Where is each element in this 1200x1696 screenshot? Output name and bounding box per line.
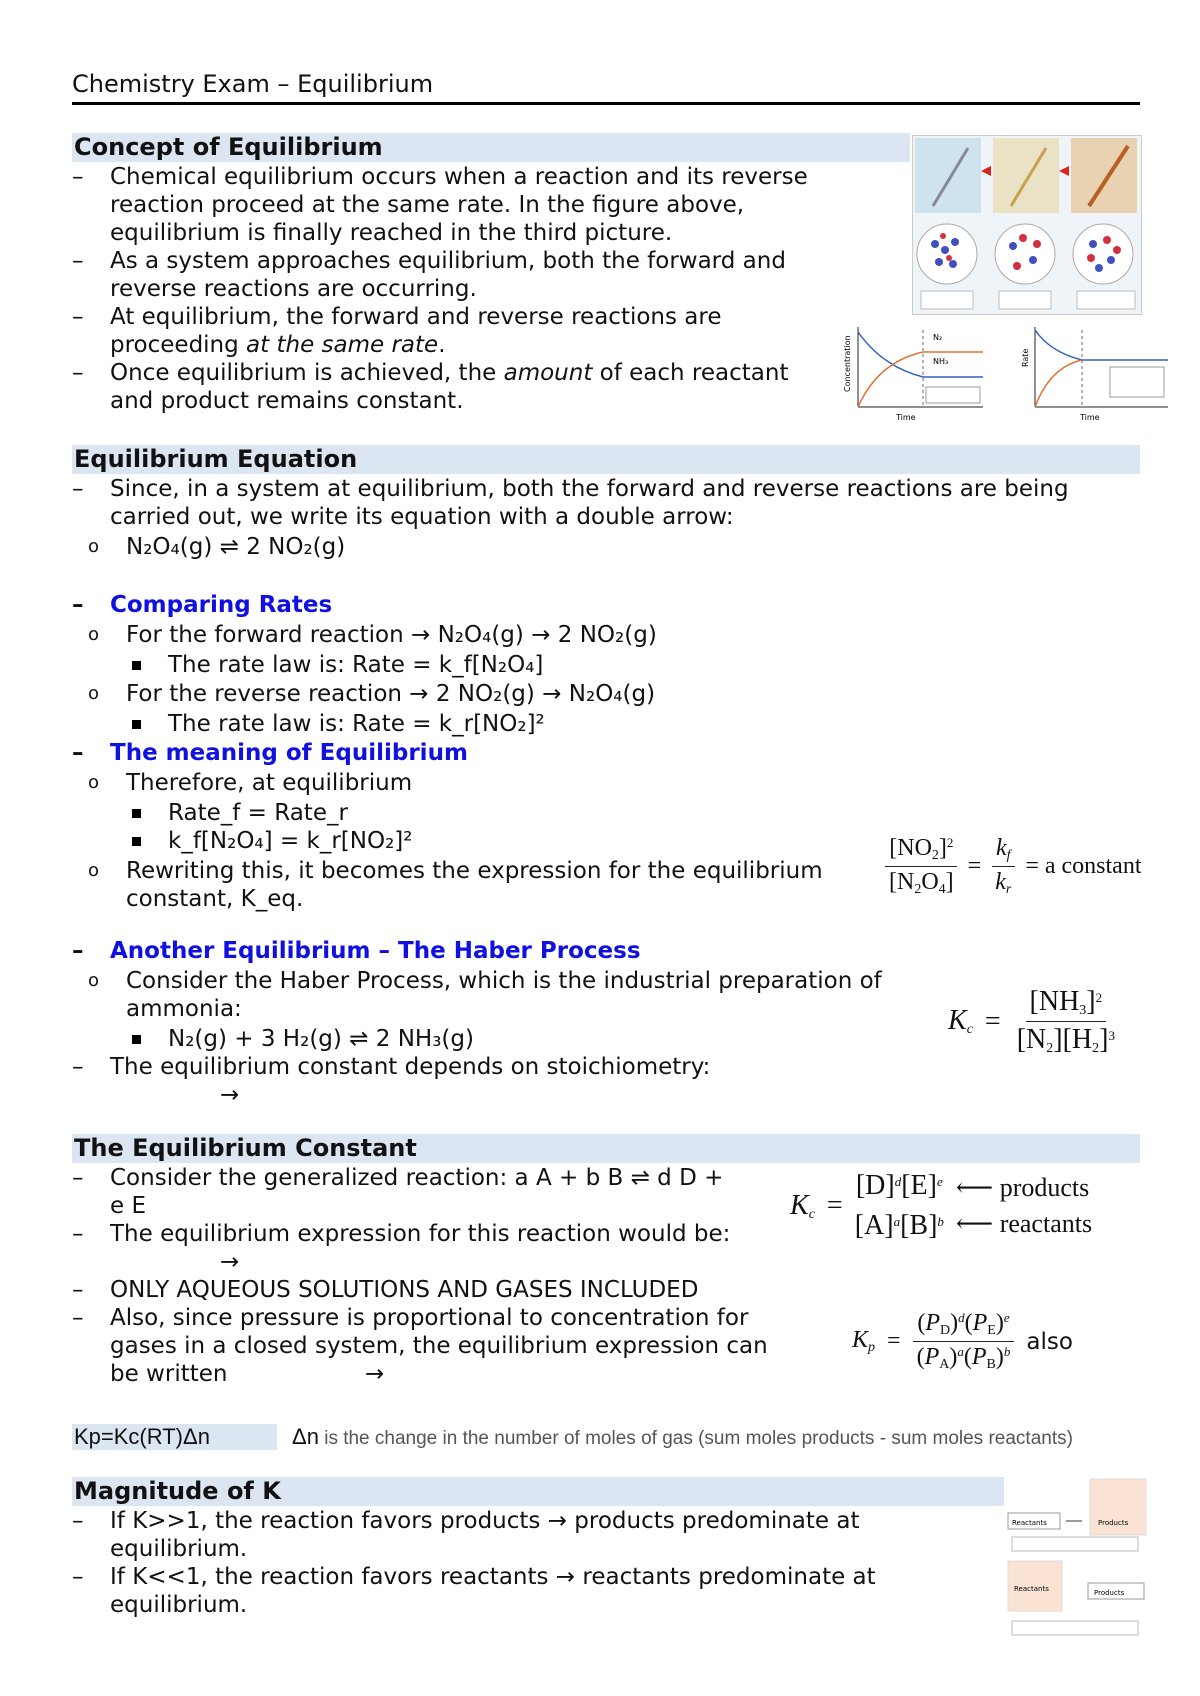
concept-line: At equilibrium, the forward and reverse reactions are: [110, 304, 722, 330]
concept-line: Once equilibrium is achieved, the amount of each reactant: [110, 360, 789, 386]
delta-n-note: Δn is the change in the number of moles of gas (sum moles products - sum moles reactants): [292, 1424, 1073, 1449]
subheading-haber: Another Equilibrium – The Haber Process: [110, 938, 641, 964]
therefore-line: Therefore, at equilibrium: [126, 770, 413, 796]
beaker-figure: [912, 135, 1142, 315]
also-text: also: [1026, 1328, 1073, 1355]
dash-bullet: –: [72, 1221, 84, 1247]
magnitude-line: equilibrium.: [110, 1536, 248, 1562]
rewrite-line: Rewriting this, it becomes the expression for the equilibrium: [126, 858, 823, 884]
magnitude-figure: [1004, 1475, 1150, 1640]
dash-bullet: –: [72, 1305, 84, 1331]
concept-line: proceeding at the same rate.: [110, 332, 446, 358]
subheading-comparing-rates: Comparing Rates: [110, 592, 333, 618]
page-title: Chemistry Exam – Equilibrium: [72, 70, 434, 98]
section-heading-equation: Equilibrium Equation: [72, 445, 1140, 474]
reverse-rate-law: The rate law is: Rate = k_r[NO₂]²: [168, 711, 545, 737]
arrow-icon: →: [365, 1361, 385, 1387]
constant-line: e E: [110, 1193, 146, 1219]
dash-bullet: –: [72, 740, 84, 766]
square-bullet: [132, 661, 141, 670]
plot-label: NH₃: [933, 357, 949, 366]
arrow-icon: →: [220, 1082, 240, 1108]
plot-label: N₂: [933, 333, 943, 342]
constant-line: gases in a closed system, the equilibrium expression can: [110, 1333, 768, 1359]
subheading-meaning: The meaning of Equilibrium: [110, 740, 468, 766]
fig-reactants-label: Reactants: [1012, 1519, 1047, 1527]
circle-bullet: o: [88, 772, 100, 793]
circle-bullet: o: [88, 860, 100, 881]
dash-bullet: –: [72, 476, 84, 502]
forward-rate-law: The rate law is: Rate = k_f[N₂O₄]: [168, 652, 544, 678]
arrow-icon: →: [220, 1249, 240, 1275]
constant-line: ONLY AQUEOUS SOLUTIONS AND GASES INCLUDED: [110, 1277, 699, 1303]
circle-bullet: o: [88, 970, 100, 991]
concept-line: Chemical equilibrium occurs when a reaction and its reverse: [110, 164, 808, 190]
concept-line: As a system approaches equilibrium, both the forward and: [110, 248, 786, 274]
kp-formula: $K_p$ = $\frac{(P_D)^d(P_E)^e}{(P_A)^a(P_B)^b}$ also: [852, 1310, 1073, 1372]
concept-line: and product remains constant.: [110, 388, 464, 414]
constant-text: = a constant: [1025, 853, 1142, 879]
dash-bullet: –: [72, 938, 84, 964]
stoich-line: The equilibrium constant depends on stoichiometry:: [110, 1054, 711, 1080]
square-bullet: [132, 809, 141, 818]
equation-reaction: N₂O₄(g) ⇌ 2 NO₂(g): [126, 534, 346, 560]
rewrite-line: constant, K_eq.: [126, 886, 304, 912]
keq-formula: $\frac{[NO_2]^2}{[N_2O_4]}$ = $\frac{k_f}{k_r}$ = a constant: [885, 835, 1142, 898]
circle-bullet: o: [88, 536, 100, 557]
x-axis-label: Time: [1080, 413, 1100, 422]
rate-time-plot: [1020, 322, 1170, 432]
title-rule: [72, 102, 1140, 105]
haber-reaction: N₂(g) + 3 H₂(g) ⇌ 2 NH₃(g): [168, 1026, 474, 1052]
fig-products-label: Products: [1098, 1519, 1129, 1527]
equation-line: Since, in a system at equilibrium, both the forward and reverse reactions are being: [110, 476, 1069, 502]
concept-line: reaction proceed at the same rate. In the figure above,: [110, 192, 745, 218]
concentration-time-plot: [838, 322, 986, 432]
dash-bullet: –: [72, 1054, 84, 1080]
rate-equality: Rate_f = Rate_r: [168, 800, 348, 826]
constant-line: Also, since pressure is proportional to concentration for: [110, 1305, 749, 1331]
reactants-label: reactants: [999, 1209, 1093, 1238]
dash-bullet: –: [72, 360, 84, 386]
dash-bullet: –: [72, 1165, 84, 1191]
products-label: products: [999, 1173, 1090, 1202]
constant-line: The equilibrium expression for this reaction would be:: [110, 1221, 731, 1247]
square-bullet: [132, 837, 141, 846]
dash-bullet: –: [72, 592, 84, 618]
constant-line: Consider the generalized reaction: a A + b B ⇌ d D +: [110, 1165, 724, 1191]
y-axis-label: Rate: [1021, 348, 1030, 367]
dash-bullet: –: [72, 1508, 84, 1534]
y-axis-label: Concentration: [843, 335, 852, 392]
dash-bullet: –: [72, 304, 84, 330]
concept-line: reverse reactions are occurring.: [110, 276, 477, 302]
fig-products-label: Products: [1094, 1589, 1125, 1597]
dash-bullet: –: [72, 164, 84, 190]
square-bullet: [132, 720, 141, 729]
kc-general-formula: $K_c$ = $[D]^d[E]^e$ $[A]^a[B]^b$ ⟵ products ⟵ reactants: [790, 1170, 1093, 1241]
haber-line: Consider the Haber Process, which is the industrial preparation of: [126, 968, 882, 994]
fig-reactants-label: Reactants: [1014, 1585, 1049, 1593]
kp-relation: Kp=Kc(RT)Δn: [74, 1424, 210, 1449]
haber-line: ammonia:: [126, 996, 242, 1022]
dash-bullet: –: [72, 1277, 84, 1303]
equation-line: carried out, we write its equation with a double arrow:: [110, 504, 734, 530]
circle-bullet: o: [88, 683, 100, 704]
reverse-reaction: For the reverse reaction → 2 NO₂(g) → N₂O₄(g): [126, 681, 656, 707]
section-heading-concept: Concept of Equilibrium: [72, 133, 910, 162]
magnitude-line: If K>>1, the reaction favors products → products predominate at: [110, 1508, 860, 1534]
magnitude-line: If K<<1, the reaction favors reactants → reactants predominate at: [110, 1564, 876, 1590]
circle-bullet: o: [88, 624, 100, 645]
dash-bullet: –: [72, 248, 84, 274]
square-bullet: [132, 1035, 141, 1044]
section-heading-constant: The Equilibrium Constant: [72, 1134, 1140, 1163]
constant-line: be written: [110, 1361, 228, 1387]
k-equality: k_f[N₂O₄] = k_r[NO₂]²: [168, 828, 413, 854]
x-axis-label: Time: [896, 413, 916, 422]
forward-reaction: For the forward reaction → N₂O₄(g) → 2 NO₂(g): [126, 622, 657, 648]
magnitude-line: equilibrium.: [110, 1592, 248, 1618]
dash-bullet: –: [72, 1564, 84, 1590]
concept-line: equilibrium is finally reached in the third picture.: [110, 220, 673, 246]
section-heading-magnitude: Magnitude of K: [72, 1477, 1004, 1506]
kc-haber-formula: $K_c$ = $\frac{[NH_3]^2}{[N_2][H_2]^3}$: [948, 986, 1115, 1056]
